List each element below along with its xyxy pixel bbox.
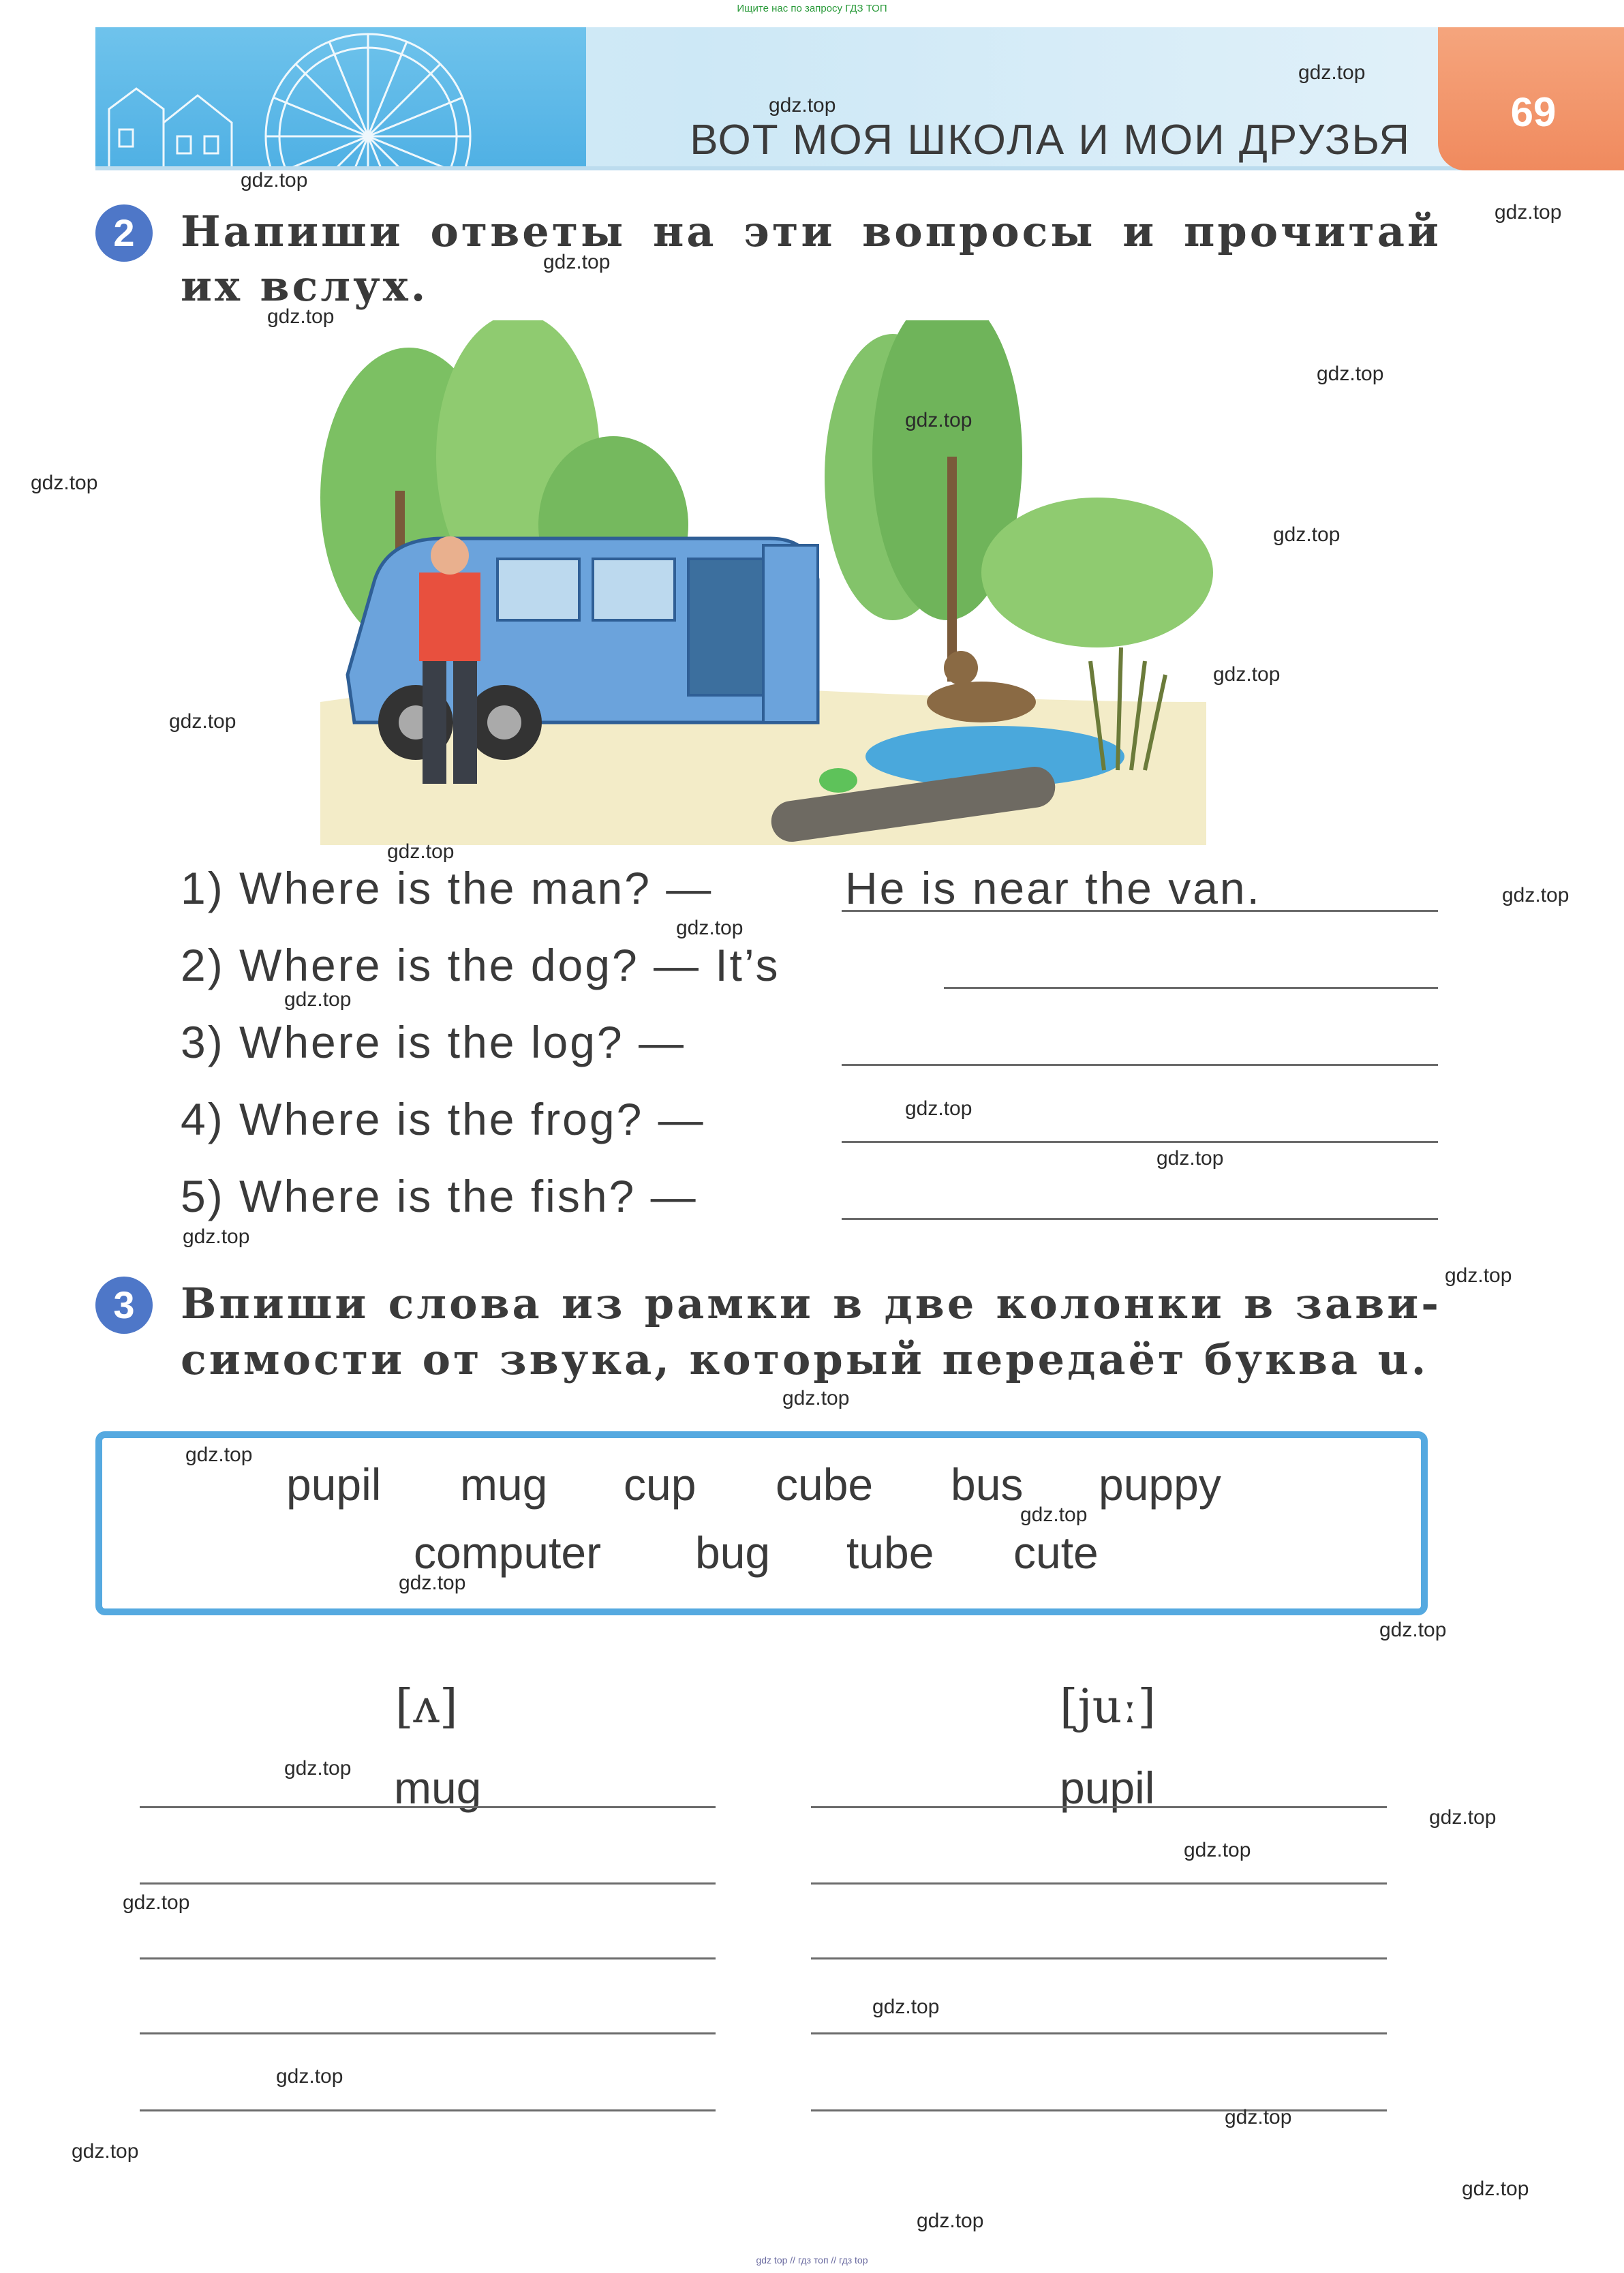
column-header-long-u: [juː] xyxy=(1060,1680,1156,1734)
column-1-line-4[interactable] xyxy=(140,2032,716,2034)
park-van-illustration xyxy=(293,320,1247,845)
exercise-3-number: 3 xyxy=(95,1277,153,1334)
word-pupil: pupil xyxy=(286,1459,382,1510)
answer-5-line[interactable] xyxy=(842,1218,1438,1220)
watermark: gdz.top xyxy=(905,1097,972,1120)
watermark: gdz.top xyxy=(183,1225,250,1248)
word-cube: cube xyxy=(776,1459,874,1510)
exercise-2-instruction-line1: Напиши ответы на эти вопросы и прочитай xyxy=(181,207,1441,256)
question-4: 4) Where is the frog? — xyxy=(181,1094,705,1144)
watermark: gdz.top xyxy=(185,1444,253,1466)
answer-1-line[interactable] xyxy=(842,910,1438,912)
column-1-line-3[interactable] xyxy=(140,1957,716,1959)
watermark: gdz.top xyxy=(169,710,236,733)
exercise-3-instruction-line2: симости от звука, который передаёт буква u. xyxy=(181,1334,1429,1384)
exercise-2-number: 2 xyxy=(95,204,153,262)
illustration-svg xyxy=(293,320,1247,845)
column-1-line-5[interactable] xyxy=(140,2109,716,2111)
column-2-line-4[interactable] xyxy=(811,2032,1387,2034)
column-2-line-5[interactable] xyxy=(811,2109,1387,2111)
question-3: 3) Where is the log? — xyxy=(181,1017,686,1067)
watermark: gdz.top xyxy=(1429,1806,1497,1829)
word-tube: tube xyxy=(846,1527,934,1578)
page-title: ВОТ МОЯ ШКОЛА И МОИ ДРУЗЬЯ xyxy=(690,117,1411,164)
exercise-3-instruction-line1: Впиши слова из рамки в две колонки в зави- xyxy=(181,1279,1441,1328)
question-1: 1) Where is the man? — xyxy=(181,863,714,913)
answer-1-text: He is near the van. xyxy=(845,863,1261,913)
watermark: gdz.top xyxy=(769,94,836,117)
column-1-line-2[interactable] xyxy=(140,1882,716,1885)
watermark: gdz.top xyxy=(1495,201,1562,224)
column-2-line-1[interactable] xyxy=(811,1806,1387,1808)
answer-4-line[interactable] xyxy=(842,1141,1438,1143)
watermark: gdz.top xyxy=(284,988,352,1011)
top-note: Ищите нас по запросу ГДЗ ТОП xyxy=(737,3,887,14)
watermark: gdz.top xyxy=(782,1387,850,1409)
watermark: gdz.top xyxy=(1213,663,1281,686)
page-number: 69 xyxy=(1510,89,1557,135)
watermark: gdz.top xyxy=(72,2140,139,2163)
watermark: gdz.top xyxy=(1462,2178,1529,2200)
word-mug: mug xyxy=(460,1459,548,1510)
header-illustration xyxy=(95,27,586,170)
watermark: gdz.top xyxy=(241,169,308,192)
column-1-entry-1: mug xyxy=(394,1763,482,1813)
watermark: gdz.top xyxy=(1298,61,1366,84)
watermark: gdz.top xyxy=(543,251,611,273)
answer-3-line[interactable] xyxy=(842,1064,1438,1066)
answer-2-line[interactable] xyxy=(944,987,1438,989)
watermark: gdz.top xyxy=(31,472,98,494)
watermark: gdz.top xyxy=(1502,884,1569,906)
watermark: gdz.top xyxy=(676,917,744,939)
header-rule xyxy=(95,166,1595,170)
word-computer: computer xyxy=(414,1527,602,1578)
word-bug: bug xyxy=(695,1527,771,1578)
question-5: 5) Where is the fish? — xyxy=(181,1171,698,1221)
watermark: gdz.top xyxy=(905,409,972,431)
watermark: gdz.top xyxy=(1020,1504,1088,1526)
word-cup: cup xyxy=(624,1459,696,1510)
question-2: 2) Where is the dog? — It’s xyxy=(181,940,780,990)
column-2-entry-1: pupil xyxy=(1060,1763,1155,1813)
watermark: gdz.top xyxy=(1184,1839,1251,1861)
bottom-note: gdz top // гдз топ // гдз top xyxy=(756,2255,868,2266)
watermark: gdz.top xyxy=(1445,1264,1512,1287)
exercise-2-instruction-line2: их вслух. xyxy=(181,261,429,311)
column-2-line-2[interactable] xyxy=(811,1882,1387,1885)
column-1-line-1[interactable] xyxy=(140,1806,716,1808)
word-cute: cute xyxy=(1013,1527,1099,1578)
watermark: gdz.top xyxy=(917,2210,984,2232)
watermark: gdz.top xyxy=(284,1757,352,1780)
watermark: gdz.top xyxy=(1273,523,1340,546)
watermark: gdz.top xyxy=(872,1996,940,2018)
watermark: gdz.top xyxy=(276,2065,343,2088)
watermark: gdz.top xyxy=(1379,1619,1447,1641)
word-bus: bus xyxy=(951,1459,1024,1510)
watermark: gdz.top xyxy=(123,1891,190,1914)
column-2-line-3[interactable] xyxy=(811,1957,1387,1959)
watermark: gdz.top xyxy=(399,1572,466,1594)
watermark: gdz.top xyxy=(387,840,455,863)
watermark: gdz.top xyxy=(1317,363,1384,385)
watermark: gdz.top xyxy=(1225,2106,1292,2129)
watermark: gdz.top xyxy=(1156,1147,1224,1170)
watermark: gdz.top xyxy=(267,305,335,328)
column-header-short-u: [ʌ] xyxy=(395,1680,458,1734)
ferris-wheel-illustration xyxy=(95,27,586,170)
word-puppy: puppy xyxy=(1099,1459,1221,1510)
